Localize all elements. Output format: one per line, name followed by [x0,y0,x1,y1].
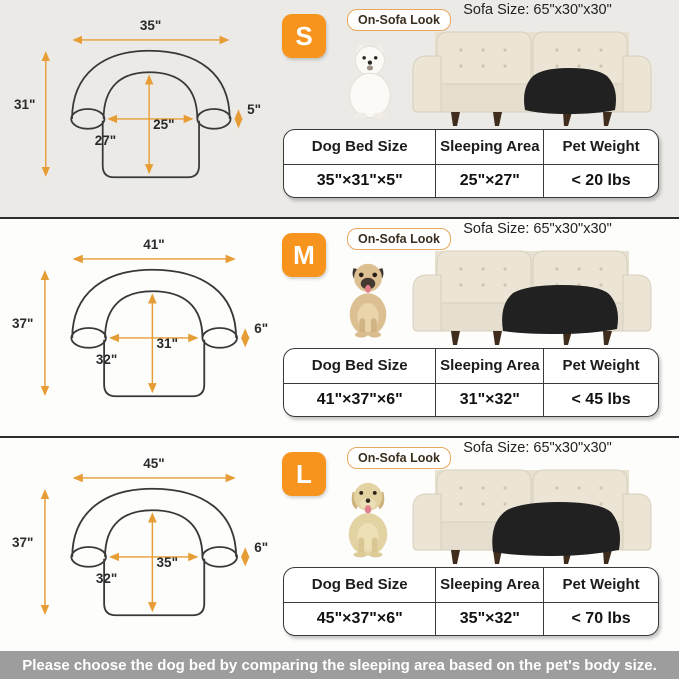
value-pet-weight: < 70 lbs [543,602,658,636]
bed-cover-black [492,502,620,556]
on-sofa-look-badge: On-Sofa Look [347,228,451,250]
on-sofa-look-badge: On-Sofa Look [347,9,451,31]
bed-dimension-diagram [14,18,270,188]
col-header-sleeping-area: Sleeping Area [435,568,543,602]
bed-dimension-diagram [12,456,278,626]
size-table [283,129,659,198]
footer-note: Please choose the dog bed by comparing the sleeping area based on the pet's body size. [0,651,679,679]
size-table [283,348,659,417]
bed-cover-black [502,285,618,334]
col-header-dog-bed-size: Dog Bed Size [311,138,408,156]
dim-inner-height: 32" [95,352,118,368]
labrador-dog-photo [341,478,395,558]
dim-left-height: 31" [14,96,36,112]
col-header-pet-weight: Pet Weight [543,349,658,383]
bed-outline-drawing [16,22,270,188]
bed-outline-drawing [14,241,278,407]
dim-top-width: 41" [143,237,165,252]
dim-top-width: 35" [139,18,162,33]
col-header-dog-bed-size: Dog Bed Size [311,576,408,594]
bed-outline-drawing [14,460,278,626]
dim-top-width: 45" [143,456,165,471]
size-badge-m: M [282,233,326,277]
section-size-l [0,438,679,655]
dim-left-height: 37" [12,534,34,550]
col-header-pet-weight: Pet Weight [543,568,658,602]
bed-cover-black [524,68,616,114]
size-badge-l: L [282,452,326,496]
value-dog-bed-size: 35"×31"×5" [284,164,435,198]
dim-bolster-height: 6" [254,320,269,336]
size-badge-s: S [282,14,326,58]
value-dog-bed-size: 45"×37"×6" [284,602,435,636]
dim-inner-width: 31" [156,335,178,351]
dim-inner-width: 25" [153,116,175,132]
size-table [283,567,659,636]
col-header-pet-weight: Pet Weight [543,130,658,164]
col-header-sleeping-area: Sleeping Area [435,349,543,383]
value-sleeping-area: 25"×27" [435,164,543,198]
sofa-with-cover-photo [406,237,658,347]
sofa-with-cover-photo [406,456,658,566]
dim-inner-height: 32" [95,571,118,587]
sofa-size-label: Sofa Size: 65"x30"x30" [463,2,612,18]
value-sleeping-area: 35"×32" [435,602,543,636]
sofa-with-cover-photo [406,18,658,128]
dim-bolster-height: 6" [254,539,269,555]
pomeranian-dog-photo [341,40,395,120]
sofa-size-label: Sofa Size: 65"x30"x30" [463,440,612,456]
dim-inner-height: 27" [94,133,117,149]
bed-dimension-diagram [12,237,278,407]
value-sleeping-area: 31"×32" [435,383,543,417]
value-pet-weight: < 20 lbs [543,164,658,198]
col-header-dog-bed-size: Dog Bed Size [311,357,408,375]
on-sofa-look-badge: On-Sofa Look [347,447,451,469]
section-size-s [0,0,679,219]
dim-left-height: 37" [12,315,34,331]
value-pet-weight: < 45 lbs [543,383,658,417]
value-dog-bed-size: 41"×37"×6" [284,383,435,417]
pug-dog-photo [341,259,395,339]
section-size-m [0,219,679,438]
sofa-size-label: Sofa Size: 65"x30"x30" [463,221,612,237]
dim-inner-width: 35" [156,554,178,570]
col-header-sleeping-area: Sleeping Area [435,130,543,164]
dim-bolster-height: 5" [247,101,262,117]
